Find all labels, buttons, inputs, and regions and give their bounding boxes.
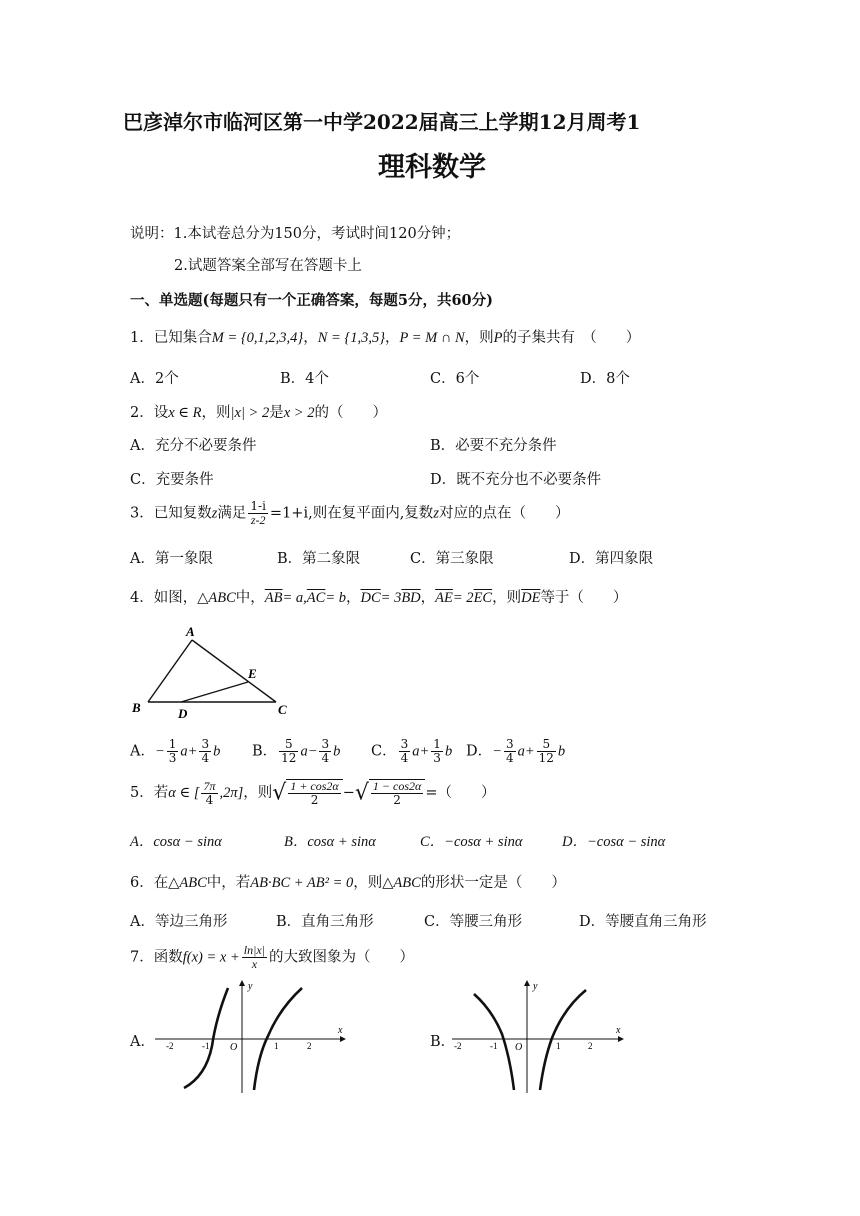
- q4-opt-d-n2: 5: [537, 738, 556, 752]
- q7-text-a: 7．函数: [130, 949, 183, 966]
- q3-option-b: B．第二象限: [277, 551, 361, 567]
- note-line-2: 2.试题答案全部写在答题卡上: [174, 258, 362, 274]
- q4-vec-ac-rhs: = b: [325, 590, 346, 606]
- q5-frac-num: 7π: [203, 778, 216, 793]
- q3-text-c: 则在复平面内,复数: [312, 505, 434, 522]
- question-5-stem: [130, 779, 495, 807]
- q5-text-c: =（ ）: [425, 785, 496, 801]
- q1-text-c: 的子集共有 （ ）: [502, 330, 641, 346]
- q4-opt-a-n1: 1: [168, 737, 177, 751]
- q4-vec-ac: $\overline{AC}$: [306, 590, 326, 606]
- note-line-1: 说明：1.本试卷总分为150分，考试时间120分钟；: [130, 226, 461, 242]
- q3-option-a: A．第一象限: [130, 551, 213, 567]
- q4-opt-c-frac2: [431, 738, 443, 765]
- q4-opt-b-letter: B．: [252, 743, 278, 760]
- q6-text-b: 中，若: [206, 875, 251, 891]
- q6-text-c: ，则: [353, 875, 383, 891]
- q5-text-a: 5．若: [130, 785, 169, 801]
- q1-option-c: C．6个: [430, 371, 480, 387]
- q4-opt-c-frac1: [399, 738, 411, 765]
- q2-cond-3: x > 2: [283, 405, 315, 421]
- q4-opt-a-d2: 4: [201, 751, 210, 765]
- q1-set-n: N = {1,3,5}: [317, 330, 386, 346]
- q1-text-a: 1．已知集合: [130, 330, 212, 346]
- graph-b-tick-neg2: -2: [454, 1041, 462, 1051]
- q2-option-a: A．充分不必要条件: [130, 438, 257, 454]
- q7-frac-den: x: [251, 957, 258, 971]
- q3-option-d: D．第四象限: [569, 551, 654, 567]
- q4-opt-c-d2: 3: [433, 751, 441, 765]
- q4-triangle: △ABC: [197, 590, 236, 606]
- q5-frac-den: 4: [205, 792, 214, 807]
- q4-opt-c-var1: a: [412, 743, 420, 760]
- graph-b-curve-right: [540, 990, 586, 1090]
- q4-option-a: [130, 738, 220, 765]
- q4-triangle-figure: [126, 622, 296, 722]
- q5-r2-den: 2: [393, 793, 401, 807]
- q4-opt-b-frac2: [319, 738, 331, 765]
- q4-opt-d-var1: a: [517, 743, 525, 760]
- q1-option-d: D．8个: [580, 371, 630, 387]
- q4-opt-c-sign2: +: [419, 743, 430, 760]
- graph-b-tick-1: 1: [556, 1041, 561, 1051]
- page-title: 巴彦淖尔市临河区第一中学2022届高三上学期12月周考1: [123, 110, 641, 134]
- q4-option-d: [466, 738, 565, 765]
- q4-opt-d-sign2: +: [524, 743, 535, 760]
- q4-opt-c-n1: 3: [400, 737, 409, 751]
- q4-opt-d-d2: 12: [538, 751, 554, 765]
- q2-text-b: ，则: [201, 405, 231, 421]
- graph-a-x-label: x: [338, 1025, 343, 1036]
- q5-radicand-2-frac: [371, 780, 423, 807]
- q3-z-2: z: [433, 505, 439, 522]
- q6-expression: AB·BC + AB² = 0: [250, 875, 354, 891]
- q4-opt-a-d1: 3: [168, 751, 177, 765]
- q4-opt-d-frac1: [504, 738, 516, 765]
- q2-option-c: C．充要条件: [130, 472, 214, 488]
- q4-opt-b-frac1: [279, 738, 298, 765]
- graph-b-y-arrow: [524, 980, 530, 986]
- graph-a-x-arrow: [340, 1036, 346, 1042]
- q6-option-a: A．等边三角形: [130, 914, 228, 930]
- q4-opt-a-sign2: +: [187, 743, 198, 760]
- q7-frac-num: ln|x|: [243, 943, 266, 957]
- triangle-side-ab: [148, 640, 192, 702]
- q5-r2-num: 1 − cos2α: [372, 779, 422, 793]
- q5-radical-1: √: [272, 780, 287, 806]
- q5-radicand-2: [369, 779, 425, 807]
- graph-a-tick-neg1: -1: [202, 1041, 210, 1051]
- q2-option-d: D．既不充分也不必要条件: [430, 472, 602, 488]
- q4-opt-d-d1: 4: [505, 751, 514, 765]
- graph-b-tick-2: 2: [588, 1041, 593, 1051]
- q5-option-c: C．−cosα + sinα: [420, 834, 523, 850]
- q4-opt-b-var2: b: [333, 743, 341, 760]
- q4-vec-bd: $\overline{BD}$: [401, 590, 421, 606]
- q4-opt-a-var1: a: [180, 743, 188, 760]
- q5-frac: [201, 780, 217, 807]
- q6-text-d: 的形状一定是（ ）: [420, 875, 566, 891]
- q7-graph-b-label: B．: [430, 1034, 456, 1050]
- q1-option-a: A．2个: [130, 371, 179, 387]
- q7-graph-b: [448, 978, 638, 1098]
- graph-a-origin: O: [230, 1042, 238, 1053]
- q4-text-b: 中，: [235, 590, 265, 606]
- q3-text-a: 3．已知复数: [130, 505, 212, 522]
- q4-opt-a-letter: A．: [130, 743, 155, 760]
- question-1-stem: 1．已知集合M = {0,1,2,3,4}，N = {1,3,5}，P = M ∩ N，则P的子集共有 （ ）: [130, 330, 641, 346]
- graph-b-y-label: y: [533, 981, 538, 992]
- q2-cond-1: x ∈ R: [168, 405, 202, 421]
- graph-a-curve-left: [184, 988, 228, 1088]
- q5-option-d: D．−cosα − sinα: [562, 834, 666, 850]
- q5-text-b: ，则: [243, 785, 273, 801]
- q4-opt-c-d1: 4: [400, 751, 409, 765]
- q4-option-b: [252, 738, 340, 765]
- q2-text-d: 的（ ）: [314, 405, 387, 421]
- graph-b-tick-neg1: -1: [490, 1041, 498, 1051]
- graph-b-x-label: x: [616, 1025, 621, 1036]
- q6-text-a: 6．在: [130, 875, 169, 891]
- q5-radicand-1: [286, 779, 342, 807]
- q1-text-b: ，则: [464, 330, 494, 346]
- triangle-side-ac: [192, 640, 276, 702]
- q7-frac: [242, 944, 267, 971]
- q2-cond-2: |x| > 2: [230, 405, 270, 421]
- q1-set-m: M = {0,1,2,3,4}: [211, 330, 304, 346]
- q5-radicand-1-frac: [288, 780, 340, 807]
- label-d: D: [178, 706, 188, 721]
- q1-set-p: P = M ∩ N: [399, 330, 465, 346]
- segment-de: [181, 682, 248, 702]
- graph-a-tick-2: 2: [307, 1041, 312, 1051]
- graph-a-tick-neg2: -2: [166, 1041, 174, 1051]
- question-3-stem: [130, 500, 569, 527]
- question-6-stem: [130, 871, 566, 892]
- page-subtitle: 理科数学: [378, 152, 486, 183]
- q4-vec-ae-rhs: = 2: [452, 590, 474, 606]
- q3-frac-num: 1-i: [250, 499, 266, 513]
- q4-opt-b-var1: a: [300, 743, 308, 760]
- q5-range: ,2π]: [219, 785, 244, 801]
- q4-opt-b-n2: 3: [321, 737, 330, 751]
- q5-r1-num: 1 + cos2α: [290, 779, 339, 793]
- q5-option-b: B．cosα + sinα: [284, 834, 376, 850]
- q4-vec-ae: $\overline{AE}$: [435, 590, 453, 606]
- q4-text-d: 等于（ ）: [540, 590, 628, 606]
- q4-opt-c-var2: b: [444, 743, 453, 760]
- q4-opt-a-sign1: −: [154, 743, 165, 760]
- q4-vec-dc: $\overline{DC}$: [360, 590, 381, 606]
- graph-a-tick-1: 1: [274, 1041, 279, 1051]
- q3-fraction: [248, 500, 268, 527]
- q4-opt-a-n2: 3: [201, 737, 210, 751]
- q2-option-b: B．必要不充分条件: [430, 438, 557, 454]
- graph-b-origin: O: [515, 1042, 523, 1053]
- question-7-stem: [130, 944, 414, 971]
- q7-function: f(x) = x +: [182, 949, 240, 966]
- q4-opt-b-d1: 12: [281, 751, 297, 765]
- q3-z: z: [211, 505, 218, 522]
- label-e: E: [248, 666, 257, 681]
- question-4-stem: [130, 586, 627, 607]
- q4-opt-d-sign1: −: [492, 743, 502, 760]
- q4-opt-d-n1: 3: [505, 737, 514, 751]
- label-a: A: [186, 624, 195, 639]
- q7-graph-a: [150, 978, 360, 1098]
- q4-text-c: ，则: [492, 590, 522, 606]
- question-2-stem: [130, 401, 387, 422]
- q4-sep-1: ，: [346, 590, 361, 606]
- q5-radical-2: √: [354, 780, 369, 806]
- q4-vec-ec: $\overline{EC}$: [473, 590, 493, 606]
- graph-a-y-arrow: [239, 980, 245, 986]
- q4-opt-c-letter: C．: [371, 743, 397, 760]
- q4-opt-a-frac1: [167, 738, 179, 765]
- q4-opt-d-letter: D．: [466, 743, 493, 760]
- q1-option-b: B．4个: [280, 371, 329, 387]
- q4-option-c: [371, 738, 452, 765]
- q3-text-b: 满足: [217, 505, 247, 522]
- q6-triangle-2: △ABC: [382, 875, 421, 891]
- q3-rhs: =1+i,: [269, 505, 313, 522]
- graph-b-x-arrow: [618, 1036, 624, 1042]
- q5-minus: −: [342, 785, 355, 801]
- q4-opt-b-d2: 4: [321, 751, 330, 765]
- q4-opt-b-sign2: −: [307, 743, 318, 760]
- label-b: B: [132, 700, 141, 715]
- q4-vec-ab: $\overline{AB}$: [264, 590, 283, 606]
- label-c: C: [278, 702, 287, 717]
- q6-option-d: D．等腰直角三角形: [579, 914, 707, 930]
- q3-option-c: C．第三象限: [410, 551, 494, 567]
- q3-text-d: 对应的点在（ ）: [438, 505, 570, 522]
- q4-vec-de: $\overline{DE}$: [521, 590, 541, 606]
- q4-opt-a-var2: b: [213, 743, 221, 760]
- q4-opt-b-n1: 5: [279, 738, 298, 752]
- q6-option-b: B．直角三角形: [276, 914, 374, 930]
- q4-text-a: 4．如图，: [130, 590, 198, 606]
- q4-opt-a-frac2: [199, 738, 211, 765]
- q5-alpha: α ∈ [: [168, 785, 200, 801]
- q5-r1-den: 2: [310, 793, 319, 807]
- q1-p-var: P: [493, 330, 503, 346]
- q2-text-c: 是: [269, 405, 284, 421]
- q7-text-b: 的大致图象为（ ）: [269, 949, 415, 966]
- q4-opt-d-var2: b: [557, 743, 566, 760]
- q7-graph-a-label: A．: [130, 1034, 155, 1050]
- q4-opt-c-n2: 1: [433, 737, 441, 751]
- q6-option-c: C．等腰三角形: [424, 914, 523, 930]
- q4-sep-2: ，: [420, 590, 436, 606]
- q5-option-a: A．cosα − sinα: [130, 834, 222, 850]
- q4-vec-ab-rhs: = a,: [282, 590, 307, 606]
- section-heading: 一、单选题(每题只有一个正确答案，每题5分，共60分): [130, 292, 493, 309]
- q4-opt-d-frac2: [537, 738, 556, 765]
- graph-a-y-label: y: [248, 981, 253, 992]
- q2-text-a: 2．设: [130, 405, 169, 421]
- q3-frac-den: z-2: [250, 513, 266, 527]
- q6-triangle: △ABC: [168, 875, 207, 891]
- q4-vec-dc-rhs: = 3: [380, 590, 402, 606]
